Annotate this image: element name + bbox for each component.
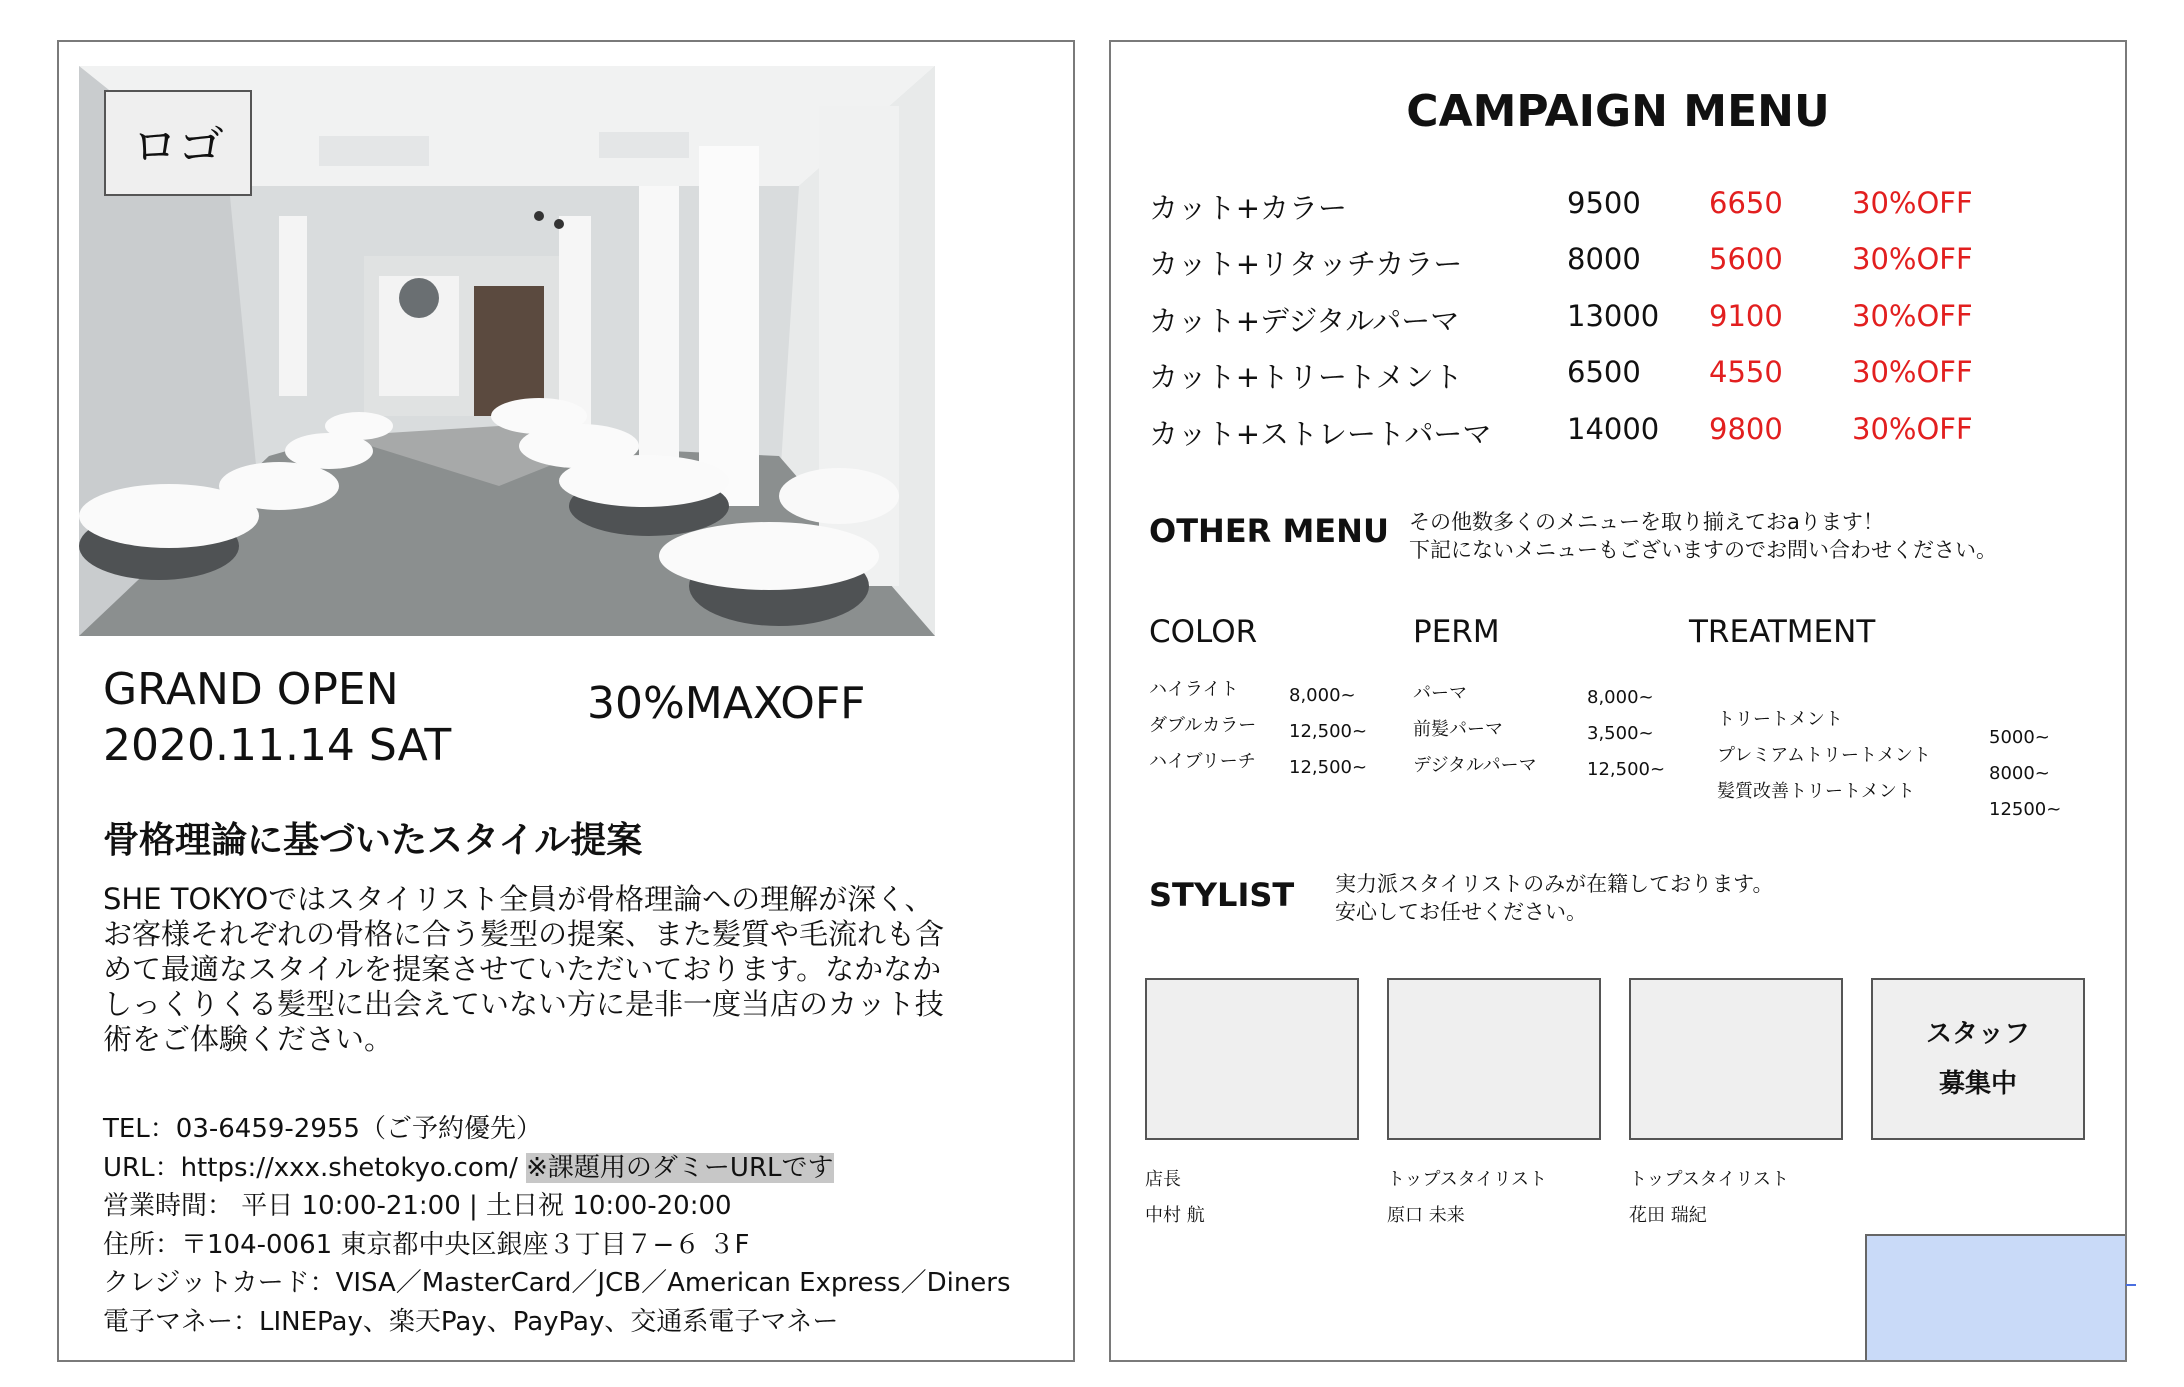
menu-item: パーマ bbox=[1413, 683, 1467, 704]
price: 12500~ bbox=[1989, 799, 2062, 820]
menu-name: カット+ストレートパーマ bbox=[1149, 417, 1492, 451]
body-line: SHE TOKYOではスタイリスト全員が骨格理論への理解が深く、 bbox=[103, 882, 934, 916]
stylist-role: トップスタイリスト bbox=[1629, 1169, 1790, 1190]
stylist-label bbox=[1145, 1162, 1205, 1234]
sale-price: 9800 bbox=[1709, 412, 1783, 446]
color-prices bbox=[1289, 678, 1367, 786]
body-line: しっくりくる髪型に出会えていない方に是非一度当店のカット技 bbox=[103, 987, 944, 1021]
logo-placeholder: ロゴ bbox=[104, 90, 252, 196]
selection-handle[interactable] bbox=[2126, 1284, 2136, 1286]
sale-price: 4550 bbox=[1709, 355, 1783, 389]
treatment-items bbox=[1717, 702, 1931, 810]
campaign-title: CAMPAIGN MENU bbox=[1406, 86, 1830, 137]
price: 12,500~ bbox=[1289, 757, 1368, 778]
recruit-line: スタッフ bbox=[1925, 1019, 2030, 1049]
stylist-heading: STYLIST bbox=[1149, 876, 1295, 914]
note-line: 実力派スタイリストのみが在籍しております。 bbox=[1335, 872, 1774, 896]
address-line: 住所：〒104-0061 東京都中央区銀座３丁目７−６ ３F bbox=[103, 1229, 750, 1260]
original-price: 8000 bbox=[1567, 242, 1641, 276]
body-line: お客様それぞれの骨格に合う髪型の提案、また髪質や毛流れも含 bbox=[103, 917, 945, 951]
other-menu-heading: OTHER MENU bbox=[1149, 512, 1389, 550]
flyer-menu-panel bbox=[1109, 40, 2127, 1362]
menu-item: ハイブリーチ bbox=[1149, 751, 1256, 772]
price: 3,500~ bbox=[1587, 723, 1654, 744]
discount-label: 30%OFF bbox=[1852, 355, 1973, 389]
price: 8,000~ bbox=[1587, 687, 1654, 708]
recruit-line: 募集中 bbox=[1938, 1069, 2017, 1099]
max-off-label: 30%MAXOFF bbox=[587, 678, 866, 729]
color-heading: COLOR bbox=[1149, 614, 1258, 650]
menu-name: カット+デジタルパーマ bbox=[1149, 304, 1460, 338]
grand-open-block bbox=[103, 662, 451, 774]
treatment-prices bbox=[1989, 720, 2061, 828]
original-price: 6500 bbox=[1567, 355, 1641, 389]
menu-item: トリートメント bbox=[1717, 709, 1843, 730]
menu-name: カット+リタッチカラー bbox=[1149, 247, 1463, 281]
stylist-photo-placeholder bbox=[1145, 978, 1359, 1140]
other-menu-note bbox=[1409, 508, 1997, 564]
stylist-name: 原口 未来 bbox=[1387, 1205, 1465, 1226]
menu-item: 髪質改善トリートメント bbox=[1717, 781, 1915, 802]
opening-date: 2020.11.14 SAT bbox=[103, 720, 452, 771]
color-items bbox=[1149, 672, 1256, 780]
original-price: 13000 bbox=[1567, 299, 1660, 333]
menu-name: カット+カラー bbox=[1149, 191, 1348, 225]
stylist-name: 中村 航 bbox=[1145, 1205, 1205, 1226]
discount-label: 30%OFF bbox=[1852, 299, 1973, 333]
menu-name: カット+トリートメント bbox=[1149, 360, 1463, 394]
original-price: 9500 bbox=[1567, 186, 1641, 220]
body-line: 術をご体験ください。 bbox=[103, 1022, 394, 1056]
stylist-role: トップスタイリスト bbox=[1387, 1169, 1548, 1190]
concept-body bbox=[103, 882, 1033, 1057]
original-price: 14000 bbox=[1567, 412, 1660, 446]
stylist-label bbox=[1629, 1162, 1789, 1234]
perm-prices bbox=[1587, 680, 1665, 788]
menu-item: プレミアムトリートメント bbox=[1717, 745, 1931, 766]
selection-highlight-box bbox=[1865, 1234, 2125, 1360]
menu-item: ダブルカラー bbox=[1149, 715, 1257, 736]
discount-label: 30%OFF bbox=[1852, 242, 1973, 276]
note-line: 下記にないメニューもございますのでお問い合わせください。 bbox=[1409, 538, 1997, 562]
hours-line: 営業時間： 平日 10:00-21:00 | 土日祝 10:00-20:00 bbox=[103, 1191, 732, 1221]
price: 12,500~ bbox=[1587, 759, 1666, 780]
stylist-label bbox=[1387, 1162, 1547, 1234]
price: 12,500~ bbox=[1289, 721, 1368, 742]
grand-open-title: GRAND OPEN bbox=[103, 664, 399, 715]
stylist-note bbox=[1335, 870, 1773, 926]
staff-recruiting-box bbox=[1871, 978, 2085, 1140]
discount-label: 30%OFF bbox=[1852, 186, 1973, 220]
url-line bbox=[103, 1149, 1011, 1188]
treatment-heading: TREATMENT bbox=[1689, 614, 1876, 650]
emoney-line: 電子マネー：LINEPay、楽天Pay、PayPay、交通系電子マネー bbox=[103, 1306, 839, 1337]
body-line: めて最適なスタイルを提案させていただいております。なかなか bbox=[103, 952, 942, 986]
shop-info bbox=[103, 1110, 1011, 1341]
price: 8000~ bbox=[1989, 763, 2050, 784]
menu-item: ハイライト bbox=[1149, 679, 1239, 700]
salon-interior-photo bbox=[79, 66, 935, 636]
discount-label: 30%OFF bbox=[1852, 412, 1973, 446]
price: 8,000~ bbox=[1289, 685, 1356, 706]
concept-heading: 骨格理論に基づいたスタイル提案 bbox=[103, 820, 643, 861]
perm-items bbox=[1413, 676, 1537, 784]
stylist-name: 花田 瑞紀 bbox=[1629, 1205, 1707, 1226]
perm-heading: PERM bbox=[1413, 614, 1500, 650]
stylist-role: 店長 bbox=[1145, 1169, 1181, 1190]
stylist-photo-placeholder bbox=[1629, 978, 1843, 1140]
menu-item: 前髪パーマ bbox=[1413, 719, 1503, 740]
price: 5000~ bbox=[1989, 727, 2050, 748]
cards-line: クレジットカード：VISA／MasterCard／JCB／American Express／Diners bbox=[103, 1268, 1011, 1298]
sale-price: 9100 bbox=[1709, 299, 1783, 333]
stylist-photo-placeholder bbox=[1387, 978, 1601, 1140]
note-line: その他数多くのメニューを取り揃えておaります！ bbox=[1409, 510, 1884, 534]
url-text[interactable]: URL：https://xxx.shetokyo.com/ bbox=[103, 1152, 527, 1183]
menu-item: デジタルパーマ bbox=[1413, 755, 1537, 776]
flyer-front-panel bbox=[57, 40, 1075, 1362]
sale-price: 6650 bbox=[1709, 186, 1783, 220]
note-line: 安心してお任せください。 bbox=[1335, 900, 1587, 924]
tel-line: TEL：03-6459-2955（ご予約優先） bbox=[103, 1114, 542, 1144]
sale-price: 5600 bbox=[1709, 242, 1783, 276]
url-note: ※課題用のダミーURLです bbox=[526, 1152, 834, 1183]
